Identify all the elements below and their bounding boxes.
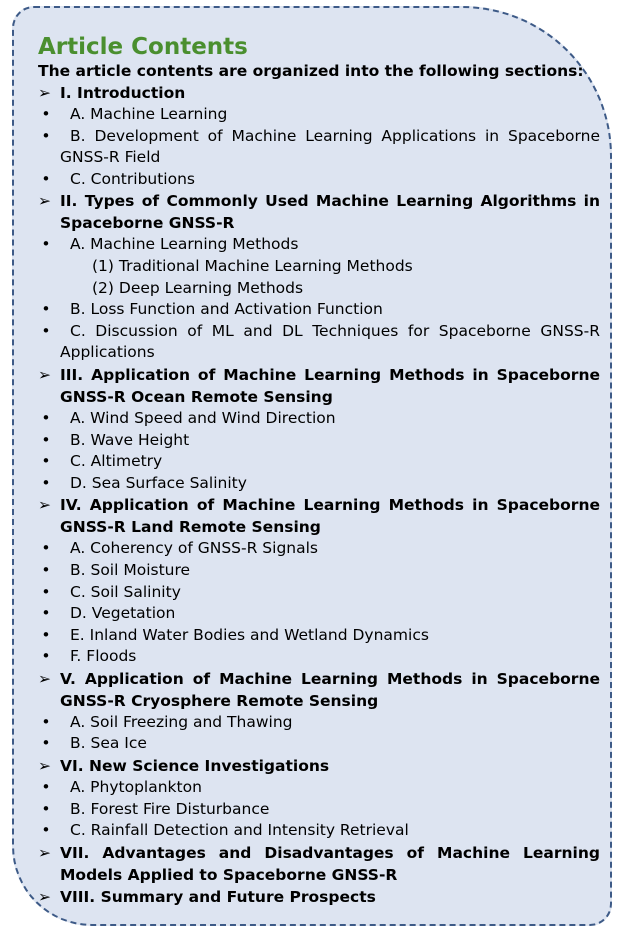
section-heading-3[interactable] (38, 364, 600, 408)
bullet-icon: • (41, 604, 51, 623)
bullet-icon: • (41, 560, 51, 579)
bullet-icon: • (41, 235, 51, 254)
section-label: IV. Application of Machine Learning Methods in Spaceborne GNSS-R Land Remote Sensing (60, 496, 600, 537)
list-item[interactable]: • C. Contributions (38, 169, 600, 191)
bullet-icon: • (41, 408, 51, 427)
bullet-icon: • (41, 712, 51, 731)
section-label: VII. Advantages and Disadvantages of Machine Learning Models Applied to Spaceborne GNSS-R (60, 843, 600, 884)
bullet-icon: • (41, 778, 51, 797)
section-heading-6[interactable] (38, 755, 600, 777)
list-item[interactable]: • B. Sea Ice (38, 733, 600, 755)
bullet-icon: • (41, 734, 51, 753)
bullet-icon: • (41, 105, 51, 123)
section-heading-7[interactable] (38, 842, 600, 886)
intro-text: The article contents are organized into the following sections: (38, 62, 584, 80)
bullet-icon: • (41, 452, 51, 471)
list-item[interactable]: • A. Soil Freezing and Thawing (38, 712, 600, 734)
arrow-bullet-icon: ➢ (38, 669, 51, 688)
arrow-bullet-icon: ➢ (38, 757, 51, 776)
arrow-bullet-icon: ➢ (38, 365, 51, 384)
list-item[interactable]: • D. Sea Surface Salinity (38, 473, 600, 495)
list-item[interactable]: • A. Phytoplankton (38, 777, 600, 799)
bullet-icon: • (41, 582, 51, 601)
list-item[interactable]: • B. Wave Height (38, 430, 600, 452)
sub-list-item[interactable]: (1) Traditional Machine Learning Methods (92, 256, 413, 275)
list-item[interactable]: • B. Soil Moisture (38, 560, 600, 582)
section-heading-1[interactable] (38, 82, 600, 104)
arrow-bullet-icon: ➢ (38, 496, 51, 515)
section-heading-4[interactable] (38, 494, 600, 538)
list-item[interactable]: • C. Soil Salinity (38, 582, 600, 604)
bullet-icon: • (41, 321, 51, 340)
list-item[interactable]: • E. Inland Water Bodies and Wetland Dynamics (38, 625, 600, 647)
list-item[interactable]: • B. Development of Machine Learning Applications in Spaceborne GNSS-R Field (38, 126, 600, 169)
arrow-bullet-icon: ➢ (38, 84, 51, 102)
section-label: V. Application of Machine Learning Methods in Spaceborne GNSS-R Cryosphere Remote Sensing (60, 669, 600, 710)
arrow-bullet-icon: ➢ (38, 887, 51, 906)
bullet-icon: • (41, 799, 51, 818)
section-label: III. Application of Machine Learning Methods in Spaceborne GNSS-R Ocean Remote Sensing (60, 365, 600, 406)
article-contents-panel (12, 6, 612, 926)
page-title: Article Contents (38, 34, 248, 60)
bullet-icon: • (41, 647, 51, 666)
arrow-bullet-icon: ➢ (38, 843, 51, 862)
list-item[interactable]: • A. Machine Learning (38, 104, 600, 126)
bullet-icon: • (41, 821, 51, 840)
list-item[interactable]: • F. Floods (38, 646, 600, 668)
list-item[interactable]: • B. Loss Function and Activation Function (38, 299, 600, 321)
section-label: VIII. Summary and Future Prospects (60, 887, 376, 906)
section-heading-5[interactable] (38, 668, 600, 712)
bullet-icon: • (41, 473, 51, 492)
list-item[interactable]: • A. Wind Speed and Wind Direction (38, 408, 600, 430)
arrow-bullet-icon: ➢ (38, 192, 51, 211)
bullet-icon: • (41, 126, 51, 145)
list-item[interactable]: • C. Rainfall Detection and Intensity Retrieval (38, 820, 600, 842)
bullet-icon: • (41, 169, 51, 188)
list-item[interactable]: • A. Coherency of GNSS-R Signals (38, 538, 600, 560)
section-label: II. Types of Commonly Used Machine Learning Algorithms in Spaceborne GNSS-R (60, 192, 600, 233)
list-item[interactable]: • C. Altimetry (38, 451, 600, 473)
section-heading-8[interactable] (38, 886, 600, 908)
list-item[interactable]: • D. Vegetation (38, 603, 600, 625)
bullet-icon: • (41, 539, 51, 558)
bullet-icon: • (41, 430, 51, 449)
section-heading-2[interactable] (38, 190, 600, 234)
sub-list-item[interactable]: (2) Deep Learning Methods (92, 278, 304, 297)
list-item[interactable]: • A. Machine Learning Methods (38, 234, 600, 256)
bullet-icon: • (41, 625, 51, 644)
list-item[interactable]: • B. Forest Fire Disturbance (38, 799, 600, 821)
list-item[interactable]: • C. Discussion of ML and DL Techniques for Spaceborne GNSS-R Applications (38, 321, 600, 364)
section-label: VI. New Science Investigations (60, 757, 330, 776)
bullet-icon: • (41, 300, 51, 319)
section-label: I. Introduction (60, 84, 186, 102)
